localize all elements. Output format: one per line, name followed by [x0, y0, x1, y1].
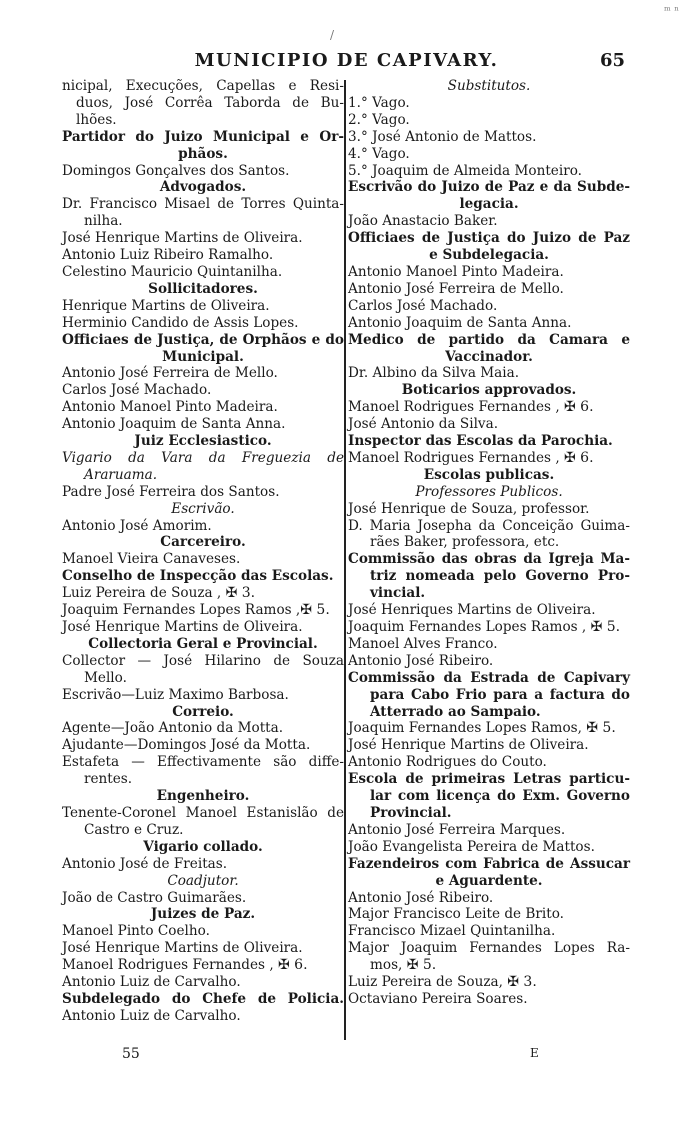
- section-heading: legacia.: [459, 196, 519, 213]
- text-line: José Henrique Martins de Oliveira.: [348, 737, 589, 754]
- right-column: [348, 78, 630, 1008]
- italic-heading: Professores Publicos.: [415, 483, 563, 500]
- italic-line: Vigario da Vara da Freguezia de: [62, 449, 344, 466]
- text-line: Major Joaquim Fernandes Lopes Ra-: [348, 940, 630, 957]
- text-line: nilha.: [84, 213, 123, 230]
- text-line: Herminio Candido de Assis Lopes.: [62, 314, 299, 331]
- text-line: João Evangelista Pereira de Mattos.: [348, 838, 595, 855]
- text-line: João de Castro Guimarães.: [62, 889, 247, 906]
- text-line: Antonio José Ferreira Marques.: [348, 821, 566, 838]
- section-heading: para Cabo Frio para a factura do: [370, 686, 630, 703]
- text-line: Antonio Manoel Pinto Madeira.: [62, 399, 278, 416]
- section-heading: Atterrado ao Sampaio.: [370, 703, 541, 720]
- section-heading: Boticarios approvados.: [401, 382, 577, 399]
- text-line: [348, 399, 630, 416]
- text-line: Antonio José Ferreira de Mello.: [62, 365, 278, 382]
- column-rule: [344, 80, 346, 1040]
- section-heading: Juiz Ecclesiastico.: [134, 433, 272, 450]
- section-heading: lar com licença do Exm. Governo: [370, 788, 630, 805]
- section-heading: Vigario collado.: [143, 838, 263, 855]
- name-text: Joaquim Fernandes Lopes Ramos,: [348, 720, 582, 737]
- section-heading: vincial.: [370, 585, 426, 602]
- section-heading: Engenheiro.: [156, 788, 250, 805]
- section-heading: Inspector das Escolas da Parochia.: [348, 433, 613, 450]
- text-line: Estafeta — Effectivamente são diffe-: [62, 754, 344, 771]
- section-heading: Juizes de Paz.: [150, 906, 256, 923]
- running-title: MUNICIPIO DE CAPIVARY.: [194, 50, 499, 71]
- text-line: Agente—João Antonio da Motta.: [62, 720, 284, 737]
- name-text: Manoel Rodrigues Fernandes ,: [348, 449, 560, 466]
- text-line: [348, 974, 630, 991]
- name-text: Joaquim Fernandes Lopes Ramos ,: [62, 602, 301, 619]
- text-line: José Henrique Martins de Oliveira.: [62, 619, 303, 635]
- left-column: [62, 78, 344, 1025]
- cross-order-icon: ✠ 6.: [563, 399, 594, 416]
- section-heading: Carcereiro.: [160, 534, 246, 551]
- section-heading: Correio.: [172, 703, 234, 720]
- text-line: Carlos José Machado.: [348, 297, 498, 314]
- cross-order-icon: ✠ 3.: [225, 585, 256, 602]
- text-line: Carlos José Machado.: [62, 382, 212, 399]
- section-heading: Medico de partido da Camara e: [348, 331, 630, 348]
- text-line: José Henrique de Souza, professor.: [348, 500, 590, 517]
- text-line: Celestino Mauricio Quintanilha.: [62, 263, 283, 280]
- text-line: Antonio Luiz Ribeiro Ramalho.: [62, 247, 274, 264]
- section-heading: Officiaes de Justiça do Juizo de Paz: [348, 230, 630, 247]
- text-line: lhões.: [76, 111, 117, 128]
- italic-heading: Escrivão.: [171, 500, 235, 517]
- corner-mark: ᵐ ⁿ: [664, 4, 680, 17]
- text-line: Escrivão—Luiz Maximo Barbosa.: [62, 686, 289, 703]
- text-line: Antonio José Ferreira de Mello.: [348, 280, 564, 297]
- text-line: Antonio José de Freitas.: [62, 855, 228, 872]
- section-heading: Officiaes de Justiça, de Orphãos e do: [62, 331, 344, 348]
- text-line: 2.° Vago.: [348, 111, 410, 128]
- section-heading: e Aguardente.: [435, 872, 543, 889]
- name-text: Luiz Pereira de Souza ,: [62, 585, 222, 602]
- text-line: rães Baker, professora, etc.: [370, 534, 560, 551]
- section-heading: Conselho de Inspecção das Escolas.: [62, 568, 334, 585]
- text-line: 3.° José Antonio de Mattos.: [348, 128, 537, 145]
- text-line: Ajudante—Domingos José da Motta.: [62, 737, 311, 754]
- stray-mark: /: [330, 28, 335, 42]
- text-line: Antonio Joaquim de Santa Anna.: [62, 416, 286, 433]
- cross-order-icon: ✠ 5.: [406, 957, 437, 974]
- name-text: Manoel Rodrigues Fernandes ,: [348, 399, 560, 416]
- text-line: Francisco Mizael Quintanilha.: [348, 923, 556, 940]
- text-line: Tenente-Coronel Manoel Estanislão de: [62, 804, 344, 821]
- text-line: José Henrique Martins de Oliveira.: [62, 230, 303, 247]
- text-line: Antonio Manoel Pinto Madeira.: [348, 263, 564, 280]
- text-line: Manoel Alves Franco.: [348, 635, 498, 652]
- text-line: Antonio José Ribeiro.: [348, 652, 494, 669]
- text-line: Padre José Ferreira dos Santos.: [62, 483, 280, 500]
- text-line: [348, 957, 630, 974]
- section-heading: triz nomeada pelo Governo Pro-: [370, 568, 630, 585]
- cross-order-icon: ✠ 5.: [300, 602, 330, 619]
- text-line: Antonio José Ribeiro.: [348, 889, 494, 906]
- text-line: Collector — José Hilarino de Souza: [62, 652, 344, 669]
- name-text: Joaquim Fernandes Lopes Ramos ,: [348, 619, 587, 635]
- page-number: 65: [599, 50, 625, 71]
- text-line: Antonio Luiz de Carvalho.: [62, 1007, 241, 1024]
- cross-order-icon: ✠ 5.: [586, 720, 616, 737]
- text-line: José Antonio da Silva.: [348, 416, 499, 433]
- section-heading: Escolas publicas.: [423, 466, 555, 483]
- text-line: Castro e Cruz.: [84, 821, 184, 838]
- section-heading: Municipal.: [162, 348, 244, 365]
- name-text: mos,: [370, 957, 403, 974]
- signature-mark: 55: [122, 1046, 140, 1062]
- text-line: Manoel Pinto Coelho.: [62, 923, 210, 940]
- text-line: Mello.: [84, 669, 127, 686]
- text-line: Antonio José Amorim.: [62, 517, 212, 534]
- cross-order-icon: ✠ 6.: [277, 957, 308, 974]
- text-line: [62, 585, 344, 602]
- text-line: Henrique Martins de Oliveira.: [62, 297, 270, 314]
- section-heading: Collectoria Geral e Provincial.: [88, 635, 318, 652]
- section-heading: Escola de primeiras Letras particu-: [348, 771, 630, 788]
- text-line: rentes.: [84, 771, 133, 788]
- cross-order-icon: ✠ 6.: [563, 449, 594, 466]
- text-line: [62, 602, 344, 619]
- text-line: [348, 450, 630, 467]
- italic-heading: Substitutos.: [447, 78, 531, 94]
- text-line: José Henrique Martins de Oliveira.: [62, 940, 303, 957]
- text-line: Major Francisco Leite de Brito.: [348, 906, 564, 923]
- section-heading: Commissão da Estrada de Capivary: [348, 669, 630, 686]
- name-text: Luiz Pereira de Souza,: [348, 974, 503, 991]
- text-line: Dr. Francisco Misael de Torres Quinta-: [62, 196, 344, 213]
- section-heading: e Subdelegacia.: [429, 247, 549, 264]
- footer-mark: E: [530, 1046, 539, 1060]
- section-heading: Partidor do Juizo Municipal e Or-: [62, 128, 344, 145]
- text-line: duos, José Corrêa Taborda de Bu-: [76, 94, 344, 111]
- cross-order-icon: ✠ 5.: [590, 619, 621, 635]
- text-line: Domingos Gonçalves dos Santos.: [62, 162, 290, 179]
- text-line: José Henriques Martins de Oliveira.: [348, 602, 596, 619]
- section-heading: Advogados.: [159, 179, 247, 196]
- text-line: [348, 720, 630, 737]
- section-heading: Vaccinador.: [445, 348, 533, 365]
- text-line: João Anastacio Baker.: [348, 213, 498, 230]
- italic-line: Araruama.: [84, 466, 158, 483]
- text-line: Manoel Vieira Canaveses.: [62, 551, 241, 568]
- text-line: 5.° Joaquim de Almeida Monteiro.: [348, 162, 582, 179]
- name-text: Manoel Rodrigues Fernandes ,: [62, 957, 274, 974]
- cross-order-icon: ✠ 3.: [507, 974, 537, 991]
- text-line: Antonio Luiz de Carvalho.: [62, 974, 241, 991]
- section-heading: Commissão das obras da Igreja Ma-: [348, 551, 630, 568]
- text-line: Antonio Rodrigues do Couto.: [348, 754, 547, 771]
- section-heading: Provincial.: [370, 804, 452, 821]
- text-line: Dr. Albino da Silva Maia.: [348, 365, 520, 382]
- section-heading: Sollicitadores.: [148, 280, 258, 297]
- text-line: Octaviano Pereira Soares.: [348, 990, 528, 1007]
- text-line: [348, 619, 630, 636]
- text-line: Antonio Joaquim de Santa Anna.: [348, 314, 572, 331]
- section-heading: Subdelegado do Chefe de Policia.: [62, 990, 344, 1007]
- section-heading: phãos.: [178, 145, 228, 162]
- text-line: nicipal, Execuções, Capellas e Resi-: [62, 78, 344, 94]
- text-line: 1.° Vago.: [348, 94, 410, 111]
- section-heading: Fazendeiros com Fabrica de Assucar: [348, 855, 630, 872]
- text-line: 4.° Vago.: [348, 145, 410, 162]
- italic-heading: Coadjutor.: [167, 872, 239, 889]
- text-line: D. Maria Josepha da Conceição Guima-: [348, 517, 630, 534]
- section-heading: Escrivão do Juizo de Paz e da Subde-: [348, 179, 630, 196]
- text-line: [62, 957, 344, 974]
